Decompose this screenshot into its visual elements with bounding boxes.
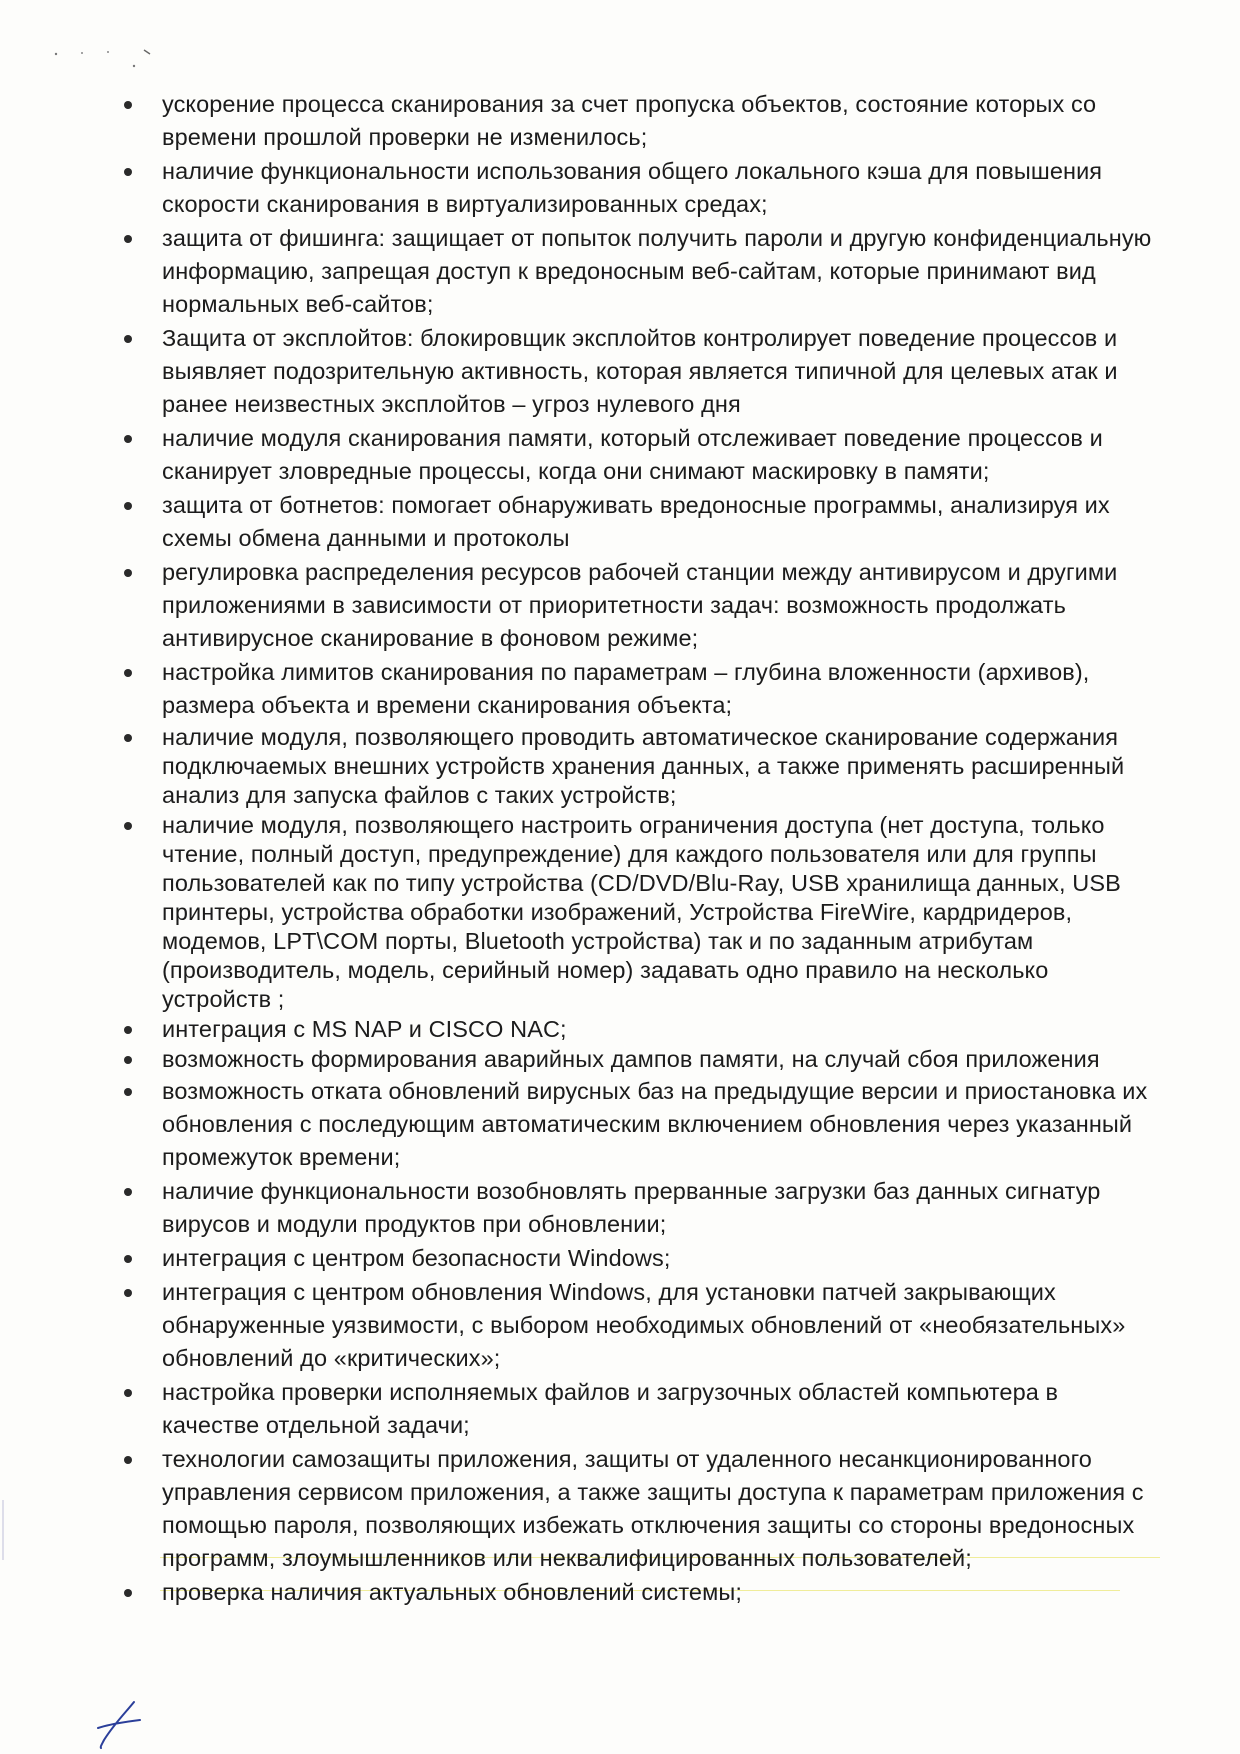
list-item: ускорение процесса сканирования за счет пропуска объектов, состояние которых со времени прошлой проверки не изменилось;	[120, 88, 1160, 154]
list-item: защита от ботнетов: помогает обнаруживать вредоносные программы, анализируя их схемы обмена данными и протоколы	[120, 489, 1160, 555]
bullet-icon	[124, 569, 132, 577]
list-item: интеграция с MS NAP и CISCO NAC;	[120, 1015, 1160, 1044]
list-item: возможность формирования аварийных дампов памяти, на случай сбоя приложения	[120, 1045, 1160, 1074]
bullet-icon	[124, 435, 132, 443]
list-item: наличие функциональности использования общего локального кэша для повышения скорости сканирования в виртуализированных средах;	[120, 155, 1160, 221]
list-item: наличие модуля, позволяющего проводить автоматическое сканирование содержания подключаемых внешних устройств хранения данных, а также применять расширенный анализ для запуска файлов с таких устройств;	[120, 723, 1160, 810]
bullet-icon	[124, 822, 132, 830]
bullet-icon	[124, 669, 132, 677]
list-item: технологии самозащиты приложения, защиты от удаленного несанкционированного управления сервисом приложения, а также защиты доступа к параметрам приложения с помощью пароля, позволяющих избежать отключения защиты со стороны вредоносных программ, злоумышленников или неквалифицированных пользователей;	[120, 1443, 1160, 1575]
list-item: интеграция с центром обновления Windows, для установки патчей закрывающих обнаруженные уязвимости, с выбором необходимых обновлений от «необязательных» обновлений до «критических»;	[120, 1276, 1160, 1375]
bullet-icon	[124, 1389, 132, 1397]
bullet-icon	[124, 168, 132, 176]
bullet-icon	[124, 502, 132, 510]
list-item: защита от фишинга: защищает от попыток получить пароли и другую конфиденциальную информацию, запрещая доступ к вредоносным веб-сайтам, которые принимают вид нормальных веб-сайтов;	[120, 222, 1160, 321]
list-item: регулировка распределения ресурсов рабочей станции между антивирусом и другими приложениями в зависимости от приоритетности задач: возможность продолжать антивирусное сканирование в фоновом режиме;	[120, 556, 1160, 655]
bullet-icon	[124, 1026, 132, 1034]
list-item: наличие модуля сканирования памяти, который отслеживает поведение процессов и сканирует зловредные процессы, когда они снимают маскировку в памяти;	[120, 422, 1160, 488]
list-item: настройка лимитов сканирования по параметрам – глубина вложенности (архивов), размера объекта и времени сканирования объекта;	[120, 656, 1160, 722]
scan-artifact-marks	[48, 44, 158, 74]
list-item: интеграция с центром безопасности Windows;	[120, 1242, 1160, 1275]
bullet-icon	[124, 1188, 132, 1196]
list-item: наличие функциональности возобновлять прерванные загрузки баз данных сигнатур вирусов и модули продуктов при обновлении;	[120, 1175, 1160, 1241]
scan-edge-mark	[2, 1500, 4, 1560]
list-item: настройка проверки исполняемых файлов и загрузочных областей компьютера в качестве отдельной задачи;	[120, 1376, 1160, 1442]
list-item: проверка наличия актуальных обновлений системы;	[120, 1576, 1160, 1609]
bullet-icon	[124, 335, 132, 343]
bullet-icon	[124, 1255, 132, 1263]
list-item: Защита от эксплойтов: блокировщик эксплойтов контролирует поведение процессов и выявляет подозрительную активность, которая является типичной для целевых атак и ранее неизвестных эксплойтов – угроз нулевого дня	[120, 322, 1160, 421]
bullet-icon	[124, 1289, 132, 1297]
bullet-icon	[124, 1088, 132, 1096]
handwritten-signature	[90, 1700, 160, 1750]
list-item: наличие модуля, позволяющего настроить ограничения доступа (нет доступа, только чтение, полный доступ, предупреждение) для каждого пользователя или для группы пользователей как по типу устройства (CD/DVD/Blu-Ray, USB хранилища данных, USB принтеры, устройства обработки изображений, Устройства FireWire, кардридеров, модемов, LPT\COM порты, Bluetooth устройства) так и по заданным атрибутам (производитель, модель, серийный номер) задавать одно правило на несколько устройств ;	[120, 811, 1160, 1014]
list-item: возможность отката обновлений вирусных баз на предыдущие версии и приостановка их обновления с последующим автоматическим включением обновления через указанный промежуток времени;	[120, 1075, 1160, 1174]
bullet-icon	[124, 101, 132, 109]
bullet-icon	[124, 1456, 132, 1464]
bullet-icon	[124, 235, 132, 243]
bullet-icon	[124, 1589, 132, 1597]
bullet-icon	[124, 1056, 132, 1064]
bullet-icon	[124, 734, 132, 742]
requirements-list	[120, 88, 1160, 1610]
